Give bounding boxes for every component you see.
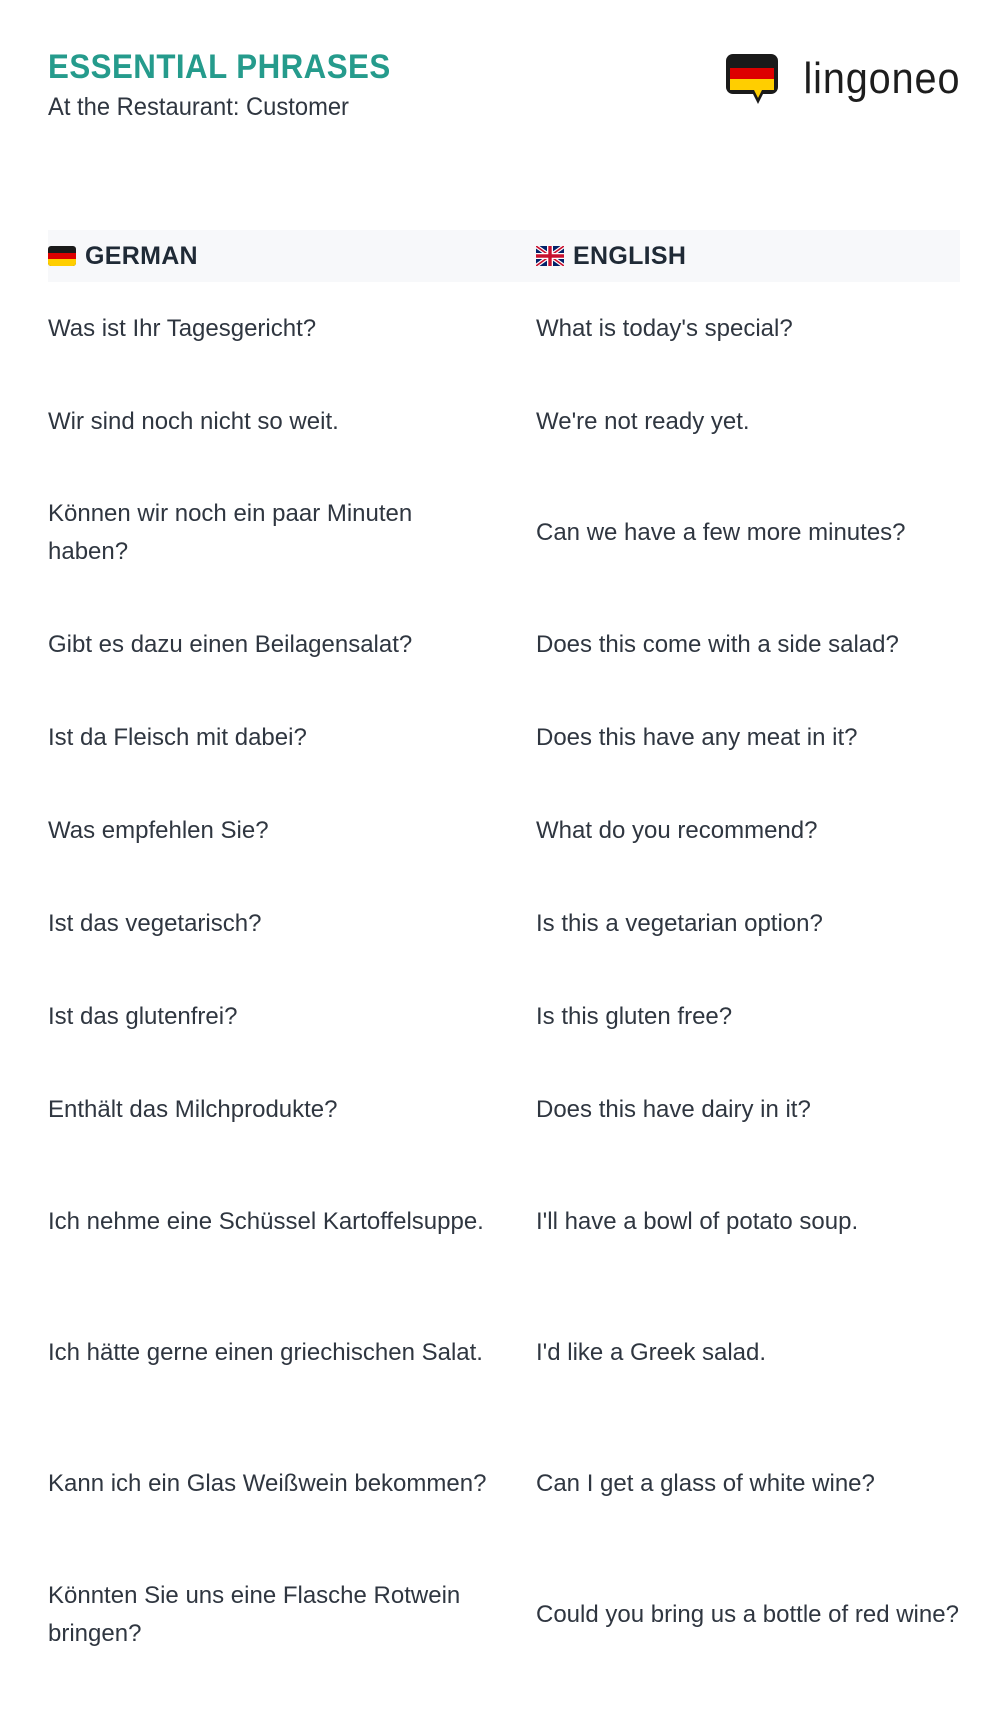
- english-phrase: Could you bring us a bottle of red wine?: [536, 1600, 959, 1628]
- lingoneo-logo[interactable]: [724, 52, 960, 106]
- english-phrase: Does this have any meat in it?: [536, 723, 858, 751]
- english-phrase: Can we have a few more minutes?: [536, 519, 906, 546]
- english-phrase: Is this gluten free?: [536, 1002, 733, 1030]
- phrase-row: [48, 1063, 960, 1156]
- english-phrase: Can I get a glass of white wine?: [536, 1469, 875, 1497]
- phrase-row: [48, 282, 960, 375]
- german-phrase: Ich nehme eine Schüssel Kartoffelsuppe.: [48, 1207, 484, 1235]
- column-header-german: [48, 230, 198, 282]
- page-header: [48, 44, 960, 154]
- german-phrase: Gibt es dazu einen Beilagensalat?: [48, 630, 413, 658]
- english-phrase: Is this a vegetarian option?: [536, 909, 823, 937]
- german-phrase: Was ist Ihr Tagesgericht?: [48, 314, 317, 342]
- column-header-english: [536, 230, 686, 282]
- logo-text: lingoneo: [803, 54, 960, 103]
- german-phrase: Ist das vegetarisch?: [48, 909, 262, 937]
- phrase-row: [48, 970, 960, 1063]
- english-phrase: What do you recommend?: [536, 816, 818, 844]
- german-phrase: Was empfehlen Sie?: [48, 816, 269, 844]
- column-label-german: GERMAN: [85, 241, 198, 270]
- german-phrase: Könnten Sie uns eine Flasche Rotwein bringen?: [48, 1581, 461, 1647]
- english-phrase: What is today's special?: [536, 314, 793, 342]
- german-flag-icon: [48, 246, 76, 266]
- phrase-row: [48, 598, 960, 691]
- phrase-row: [48, 784, 960, 877]
- german-phrase: Ich hätte gerne einen griechischen Salat.: [48, 1338, 483, 1366]
- phrase-row: [48, 1287, 960, 1418]
- phrase-row: [48, 1156, 960, 1287]
- page-subtitle: At the Restaurant: Customer: [48, 93, 349, 121]
- german-flag-speech-bubble-icon: [724, 52, 780, 106]
- phrase-row: [48, 375, 960, 468]
- uk-flag-icon: [536, 246, 564, 266]
- column-label-english: ENGLISH: [573, 241, 687, 270]
- english-phrase: I'll have a bowl of potato soup.: [536, 1207, 859, 1235]
- german-phrase: Ist da Fleisch mit dabei?: [48, 723, 307, 751]
- page-title: ESSENTIAL PHRASES: [48, 48, 391, 86]
- phrase-list: [48, 282, 960, 1680]
- english-phrase: I'd like a Greek salad.: [536, 1338, 767, 1366]
- phrase-row: [48, 691, 960, 784]
- english-phrase: Does this have dairy in it?: [536, 1095, 811, 1123]
- phrase-row: [48, 877, 960, 970]
- phrase-row: [48, 1549, 960, 1680]
- german-phrase: Ist das glutenfrei?: [48, 1002, 238, 1030]
- phrase-row: [48, 1418, 960, 1549]
- phrase-row: [48, 468, 960, 598]
- german-phrase: Kann ich ein Glas Weißwein bekommen?: [48, 1469, 487, 1497]
- german-phrase: Können wir noch ein paar Minuten haben?: [48, 500, 413, 565]
- table-header: [48, 230, 960, 282]
- german-phrase: Enthält das Milchprodukte?: [48, 1095, 338, 1123]
- english-phrase: We're not ready yet.: [536, 407, 750, 435]
- english-phrase: Does this come with a side salad?: [536, 630, 899, 658]
- german-phrase: Wir sind noch nicht so weit.: [48, 407, 339, 435]
